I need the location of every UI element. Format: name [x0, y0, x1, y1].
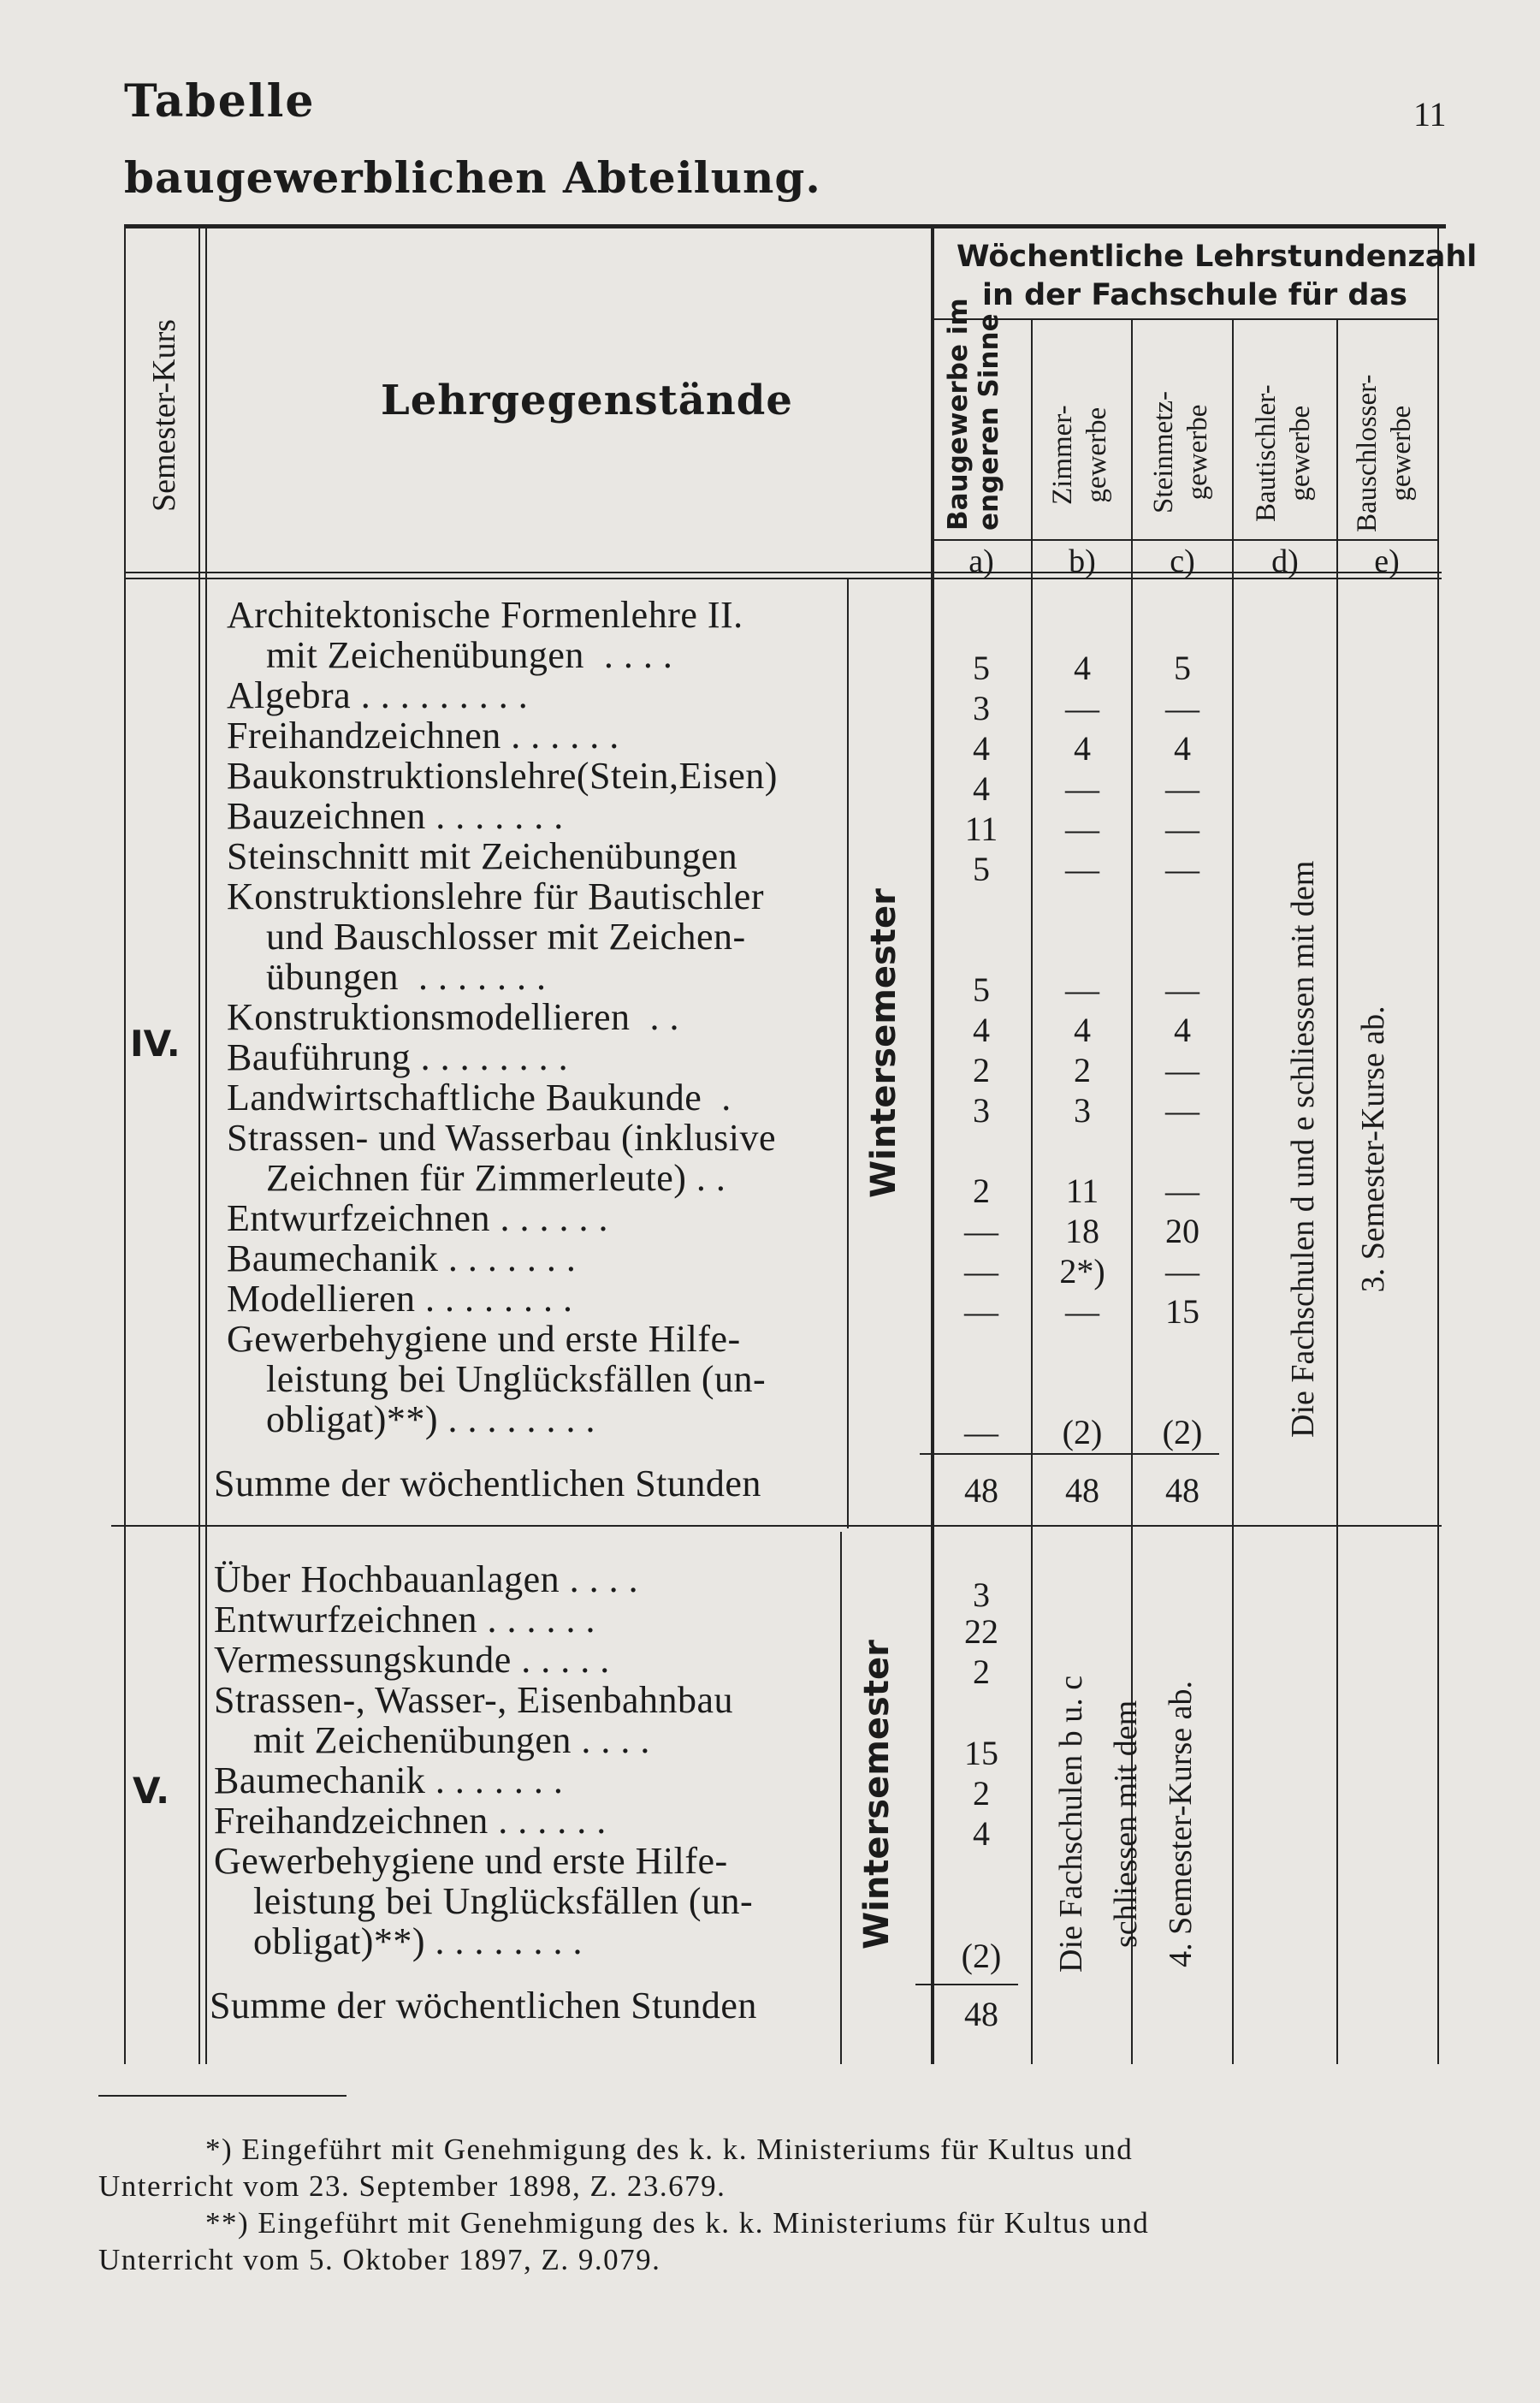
hours-a: — [964, 1292, 998, 1331]
hours-b: 11 [1065, 1172, 1099, 1210]
hours-header-line1: Wöchentliche Lehrstundenzahl [957, 240, 1478, 274]
hours-a: — [964, 1413, 998, 1451]
total-c-iv: 48 [1165, 1471, 1199, 1510]
page-subtitle: baugewerblichen Abteilung. [124, 152, 821, 203]
subject-line: Strassen- und Wasserbau (inklusive [227, 1117, 776, 1159]
note-d-e: Die Fachschulen d und e schliessen mit dem 3. Semester-Kurse ab. [1285, 860, 1391, 1438]
subject-line: Architektonische Formenlehre II. [227, 594, 743, 636]
hours-a: 11 [964, 810, 998, 848]
subcol-d-letter: d) [1271, 543, 1299, 579]
hours-a: (2) [961, 1937, 1002, 1975]
hours-c: — [1165, 1091, 1199, 1130]
hours-a: — [964, 1252, 998, 1290]
hours-c: 20 [1165, 1212, 1199, 1250]
total-b-iv: 48 [1065, 1471, 1099, 1510]
subject-line: Strassen-, Wasser-, Eisenbahnbau [214, 1679, 734, 1721]
semester-column-header: Semester-Kurs [146, 318, 182, 512]
course-label-iv: IV. [130, 1023, 181, 1065]
total-a-iv: 48 [964, 1471, 998, 1510]
hours-a: 3 [973, 1091, 990, 1130]
total-a-v: 48 [964, 1995, 998, 2033]
page-title: Tabelle [124, 75, 316, 128]
footnote-2-line-2: Unterricht vom 5. Oktober 1897, Z. 9.079. [98, 2243, 661, 2276]
hours-a: 4 [973, 1011, 990, 1049]
subject-line: Steinschnitt mit Zeichenübungen [227, 835, 738, 877]
subject-line: Konstruktionsmodellieren . . [227, 996, 679, 1038]
hours-c: — [1165, 689, 1199, 727]
subcol-c-letter: c) [1170, 543, 1195, 579]
hours-a: — [964, 1212, 998, 1250]
subcol-c-header: Steinmetz- gewerbe [1148, 391, 1213, 513]
hours-header-line2: in der Fachschule für das [982, 278, 1407, 312]
note-b-c: Die Fachschulen b u. c schliessen mit dem 4. Semester-Kurse ab. [1053, 1675, 1199, 1973]
subjects-column-header: Lehrgegenstände [381, 377, 793, 424]
hours-b: — [1065, 1292, 1099, 1331]
subject-line: mit Zeichenübungen . . . . [214, 1719, 650, 1761]
hours-b: 4 [1074, 729, 1091, 768]
hours-a: 2 [973, 1774, 990, 1813]
hours-a: 5 [973, 970, 990, 1009]
hours-c: 15 [1165, 1292, 1199, 1331]
hours-a: 5 [973, 649, 990, 687]
total-label-v: Summe der wöchentlichen Stunden [210, 1985, 757, 2026]
footnote-1-line-2: Unterricht vom 23. September 1898, Z. 23.679. [98, 2169, 726, 2203]
subcol-a-header: Baugewerbe im engeren Sinne [943, 298, 1004, 531]
subject-line: leistung bei Unglücksfällen (un- [214, 1880, 754, 1922]
hours-c: 5 [1174, 649, 1191, 687]
hours-a: 3 [973, 689, 990, 727]
subject-line: Baukonstruktionslehre(Stein,Eisen) [227, 755, 778, 797]
hours-c: — [1165, 1252, 1199, 1290]
hours-c: (2) [1162, 1413, 1203, 1451]
footnote-2-line-1: **) Eingeführt mit Genehmigung des k. k. Ministeriums für Kultus und [205, 2206, 1150, 2240]
subject-line: Zeichnen für Zimmerleute) . . [227, 1157, 726, 1199]
hours-a: 4 [973, 1814, 990, 1853]
subject-line: Bauzeichnen . . . . . . . [227, 795, 564, 837]
subject-line: leistung bei Unglücksfällen (un- [227, 1358, 767, 1400]
hours-b: — [1065, 810, 1099, 848]
subject-line: Freihandzeichnen . . . . . . [227, 715, 619, 756]
hours-a: 3 [973, 1575, 990, 1614]
subject-line: Über Hochbauanlagen . . . . [214, 1558, 639, 1600]
hours-c: 4 [1174, 729, 1191, 768]
hours-b: — [1065, 850, 1099, 888]
subcol-e-letter: e) [1374, 543, 1400, 579]
subject-line: und Bauschlosser mit Zeichen- [227, 916, 746, 958]
subject-line: Gewerbehygiene und erste Hilfe- [214, 1840, 728, 1882]
semester-label-v: Wintersemester [857, 1640, 897, 1949]
total-label-iv: Summe der wöchentlichen Stunden [214, 1463, 761, 1504]
hours-a: 2 [973, 1652, 990, 1691]
hours-a: 22 [964, 1612, 998, 1651]
hours-b: 4 [1074, 649, 1091, 687]
hours-c: — [1165, 1172, 1199, 1210]
semester-label-iv: Wintersemester [864, 888, 903, 1198]
footnote-1-line-1: *) Eingeführt mit Genehmigung des k. k. Ministeriums für Kultus und [205, 2133, 1134, 2166]
subject-line: übungen . . . . . . . [227, 956, 547, 998]
subject-line: obligat)**) . . . . . . . . [214, 1920, 583, 1962]
hours-c: — [1165, 850, 1199, 888]
subject-line: Algebra . . . . . . . . . [227, 674, 529, 716]
hours-c: — [1165, 1051, 1199, 1089]
hours-b: 2 [1074, 1051, 1091, 1089]
hours-c: — [1165, 769, 1199, 808]
subject-line: Entwurfzeichnen . . . . . . [227, 1197, 609, 1239]
subcol-e-header: Bauschlosser- gewerbe [1352, 374, 1417, 532]
subcol-b-header: Zimmer- gewerbe [1047, 405, 1112, 505]
hours-a: 4 [973, 729, 990, 768]
hours-a: 2 [973, 1172, 990, 1210]
hours-b: — [1065, 970, 1099, 1009]
subject-line: Vermessungskunde . . . . . [214, 1639, 610, 1681]
subject-line: Bauführung . . . . . . . . [227, 1036, 569, 1078]
subcol-a-letter: a) [968, 543, 994, 579]
subject-line: mit Zeichenübungen . . . . [227, 634, 673, 676]
hours-b: 4 [1074, 1011, 1091, 1049]
hours-a: 5 [973, 850, 990, 888]
hours-a: 4 [973, 769, 990, 808]
page-number: 11 [1413, 95, 1447, 134]
hours-c: — [1165, 970, 1199, 1009]
subject-line: obligat)**) . . . . . . . . [227, 1398, 596, 1440]
hours-b: (2) [1062, 1413, 1103, 1451]
hours-c: — [1165, 810, 1199, 848]
hours-a: 2 [973, 1051, 990, 1089]
hours-b: — [1065, 769, 1099, 808]
hours-b: — [1065, 689, 1099, 727]
hours-b: 2*) [1059, 1252, 1105, 1290]
subject-line: Gewerbehygiene und erste Hilfe- [227, 1318, 741, 1360]
subject-line: Baumechanik . . . . . . . [214, 1759, 564, 1801]
subject-line: Entwurfzeichnen . . . . . . [214, 1599, 596, 1641]
subject-line: Baumechanik . . . . . . . [227, 1237, 577, 1279]
subcol-b-letter: b) [1069, 543, 1096, 579]
course-label-v: V. [133, 1770, 170, 1812]
subject-line: Modellieren . . . . . . . . [227, 1278, 573, 1320]
subject-line: Konstruktionslehre für Bautischler [227, 875, 764, 917]
subject-line: Landwirtschaftliche Baukunde . [227, 1077, 732, 1118]
hours-a: 15 [964, 1734, 998, 1772]
subcol-d-header: Bautischler- gewerbe [1251, 384, 1316, 522]
subject-line: Freihandzeichnen . . . . . . [214, 1800, 607, 1842]
hours-c: 4 [1174, 1011, 1191, 1049]
hours-b: 3 [1074, 1091, 1091, 1130]
hours-b: 18 [1065, 1212, 1099, 1250]
